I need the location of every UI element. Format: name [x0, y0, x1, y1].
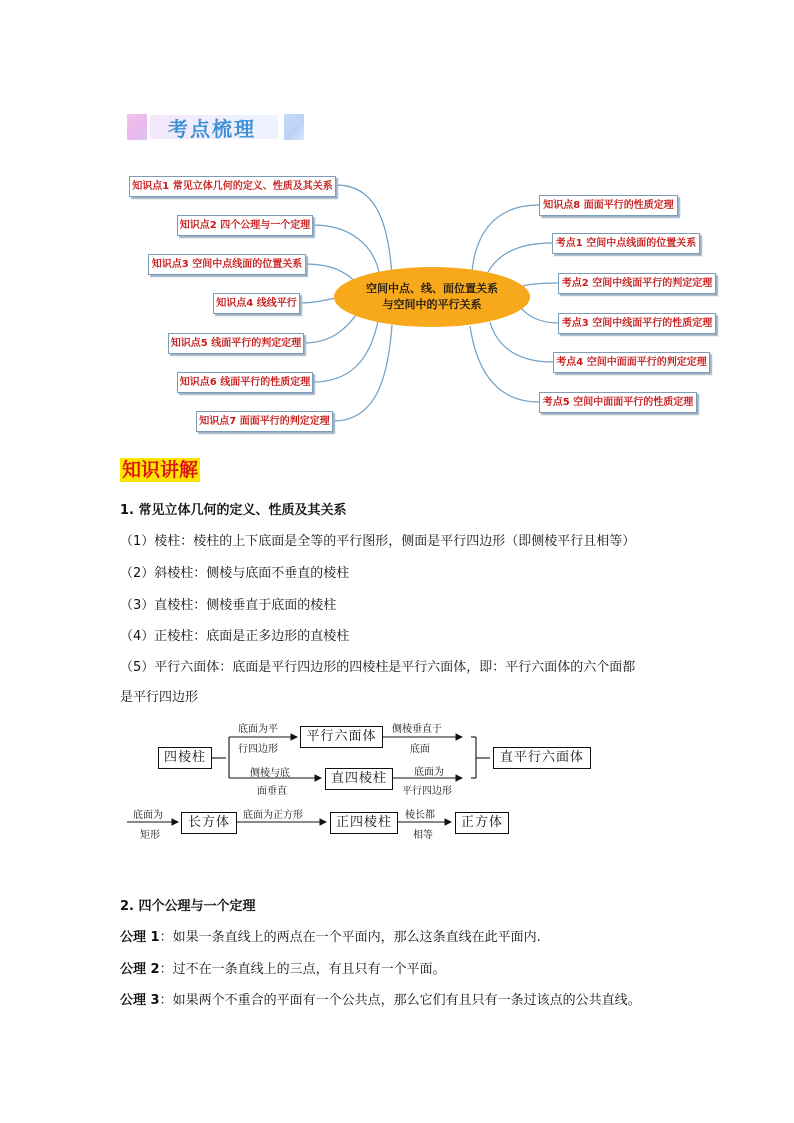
box-quadrangular-prism: 四棱柱	[158, 747, 212, 769]
box-parallelepiped: 平行六面体	[300, 726, 383, 748]
axiom-3	[120, 989, 641, 1008]
axiom-3-label: 公理 3	[120, 993, 160, 1008]
section1-item-5-cont: 是平行四边形	[120, 690, 199, 705]
axiom-3-text: ：如果两个不重合的平面有一个公共点，那么它们有且只有一条过该点的公共直线。	[159, 993, 641, 1008]
mindmap-node-left-4: 知识点4 线线平行	[213, 293, 300, 314]
section2-title: 2. 四个公理与一个定理	[120, 899, 256, 914]
section1-item-2: （2）斜棱柱：侧棱与底面不垂直的棱柱	[120, 566, 350, 581]
label-base-square: 底面为正方形	[243, 810, 303, 821]
section1-item-4: （4）正棱柱：底面是正多边形的直棱柱	[120, 629, 350, 644]
mindmap-node-right-2: 考点1 空间中点线面的位置关系	[552, 233, 700, 254]
axiom-1-label: 公理 1	[120, 930, 160, 945]
box-cuboid: 长方体	[181, 812, 237, 834]
mindmap-node-left-3: 知识点3 空间中点线面的位置关系	[148, 254, 306, 275]
section-title: 考点梳理	[168, 117, 256, 141]
knowledge-heading: 知识讲解	[122, 459, 199, 481]
mindmap-node-right-4: 考点3 空间中线面平行的性质定理	[558, 313, 716, 334]
label-base-rectangle-2: 矩形	[140, 830, 160, 841]
label-base-is-parallelogram-2: 平行四边形	[402, 786, 452, 797]
axiom-2-text: ：过不在一条直线上的三点，有且只有一个平面。	[159, 962, 446, 977]
label-base-parallelogram-1: 底面为平	[238, 724, 278, 735]
box-right-quadrangular-prism: 直四棱柱	[325, 768, 393, 790]
label-equal-edges-1: 棱长都	[405, 810, 435, 821]
mindmap-node-right-5: 考点4 空间中面面平行的判定定理	[553, 352, 710, 373]
label-lateral-perpendicular-1: 侧棱与底	[250, 768, 290, 779]
mindmap-node-right-1: 知识点8 面面平行的性质定理	[539, 195, 678, 216]
section1-item-5: （5）平行六面体：底面是平行四边形的四棱柱是平行六面体，即：平行六面体的六个面都	[120, 660, 636, 675]
mindmap-node-left-6: 知识点6 线面平行的性质定理	[177, 372, 313, 393]
axiom-2	[120, 958, 446, 977]
label-lateral-perp-base-2: 底面	[410, 744, 430, 755]
mindmap-node-left-5: 知识点5 线面平行的判定定理	[168, 333, 304, 354]
box-cube: 正方体	[455, 812, 509, 834]
axiom-1-text: ：如果一条直线上的两点在一个平面内，那么这条直线在此平面内.	[159, 930, 541, 945]
section1-item-1: （1）棱柱：棱柱的上下底面是全等的平行图形，侧面是平行四边形（即侧棱平行且相等）	[120, 534, 636, 549]
label-base-parallelogram-2: 行四边形	[238, 744, 278, 755]
mindmap-node-right-3: 考点2 空间中线面平行的判定定理	[558, 273, 716, 294]
box-right-parallelepiped: 直平行六面体	[493, 747, 591, 769]
label-lateral-perpendicular-2: 面垂直	[257, 786, 287, 797]
label-base-is-parallelogram-1: 底面为	[414, 767, 444, 778]
box-regular-quadrangular-prism: 正四棱柱	[330, 812, 398, 834]
section1-title: 1. 常见立体几何的定义、性质及其关系	[120, 503, 347, 518]
center-topic-line2: 与空间中的平行关系	[382, 298, 482, 311]
label-base-rectangle-1: 底面为	[133, 810, 163, 821]
label-lateral-perp-base-1: 侧棱垂直于	[392, 724, 442, 735]
mindmap-node-right-6: 考点5 空间中面面平行的性质定理	[539, 392, 697, 413]
mindmap-node-left-2: 知识点2 四个公理与一个定理	[177, 215, 313, 236]
axiom-1	[120, 926, 541, 945]
mindmap-node-left-1: 知识点1 常见立体几何的定义、性质及其关系	[129, 176, 336, 197]
mindmap-node-left-7: 知识点7 面面平行的判定定理	[196, 411, 333, 432]
label-equal-edges-2: 相等	[413, 830, 433, 841]
section1-item-3: （3）直棱柱：侧棱垂直于底面的棱柱	[120, 598, 337, 613]
center-topic-line1: 空间中点、线、面位置关系	[366, 282, 498, 295]
axiom-2-label: 公理 2	[120, 962, 160, 977]
